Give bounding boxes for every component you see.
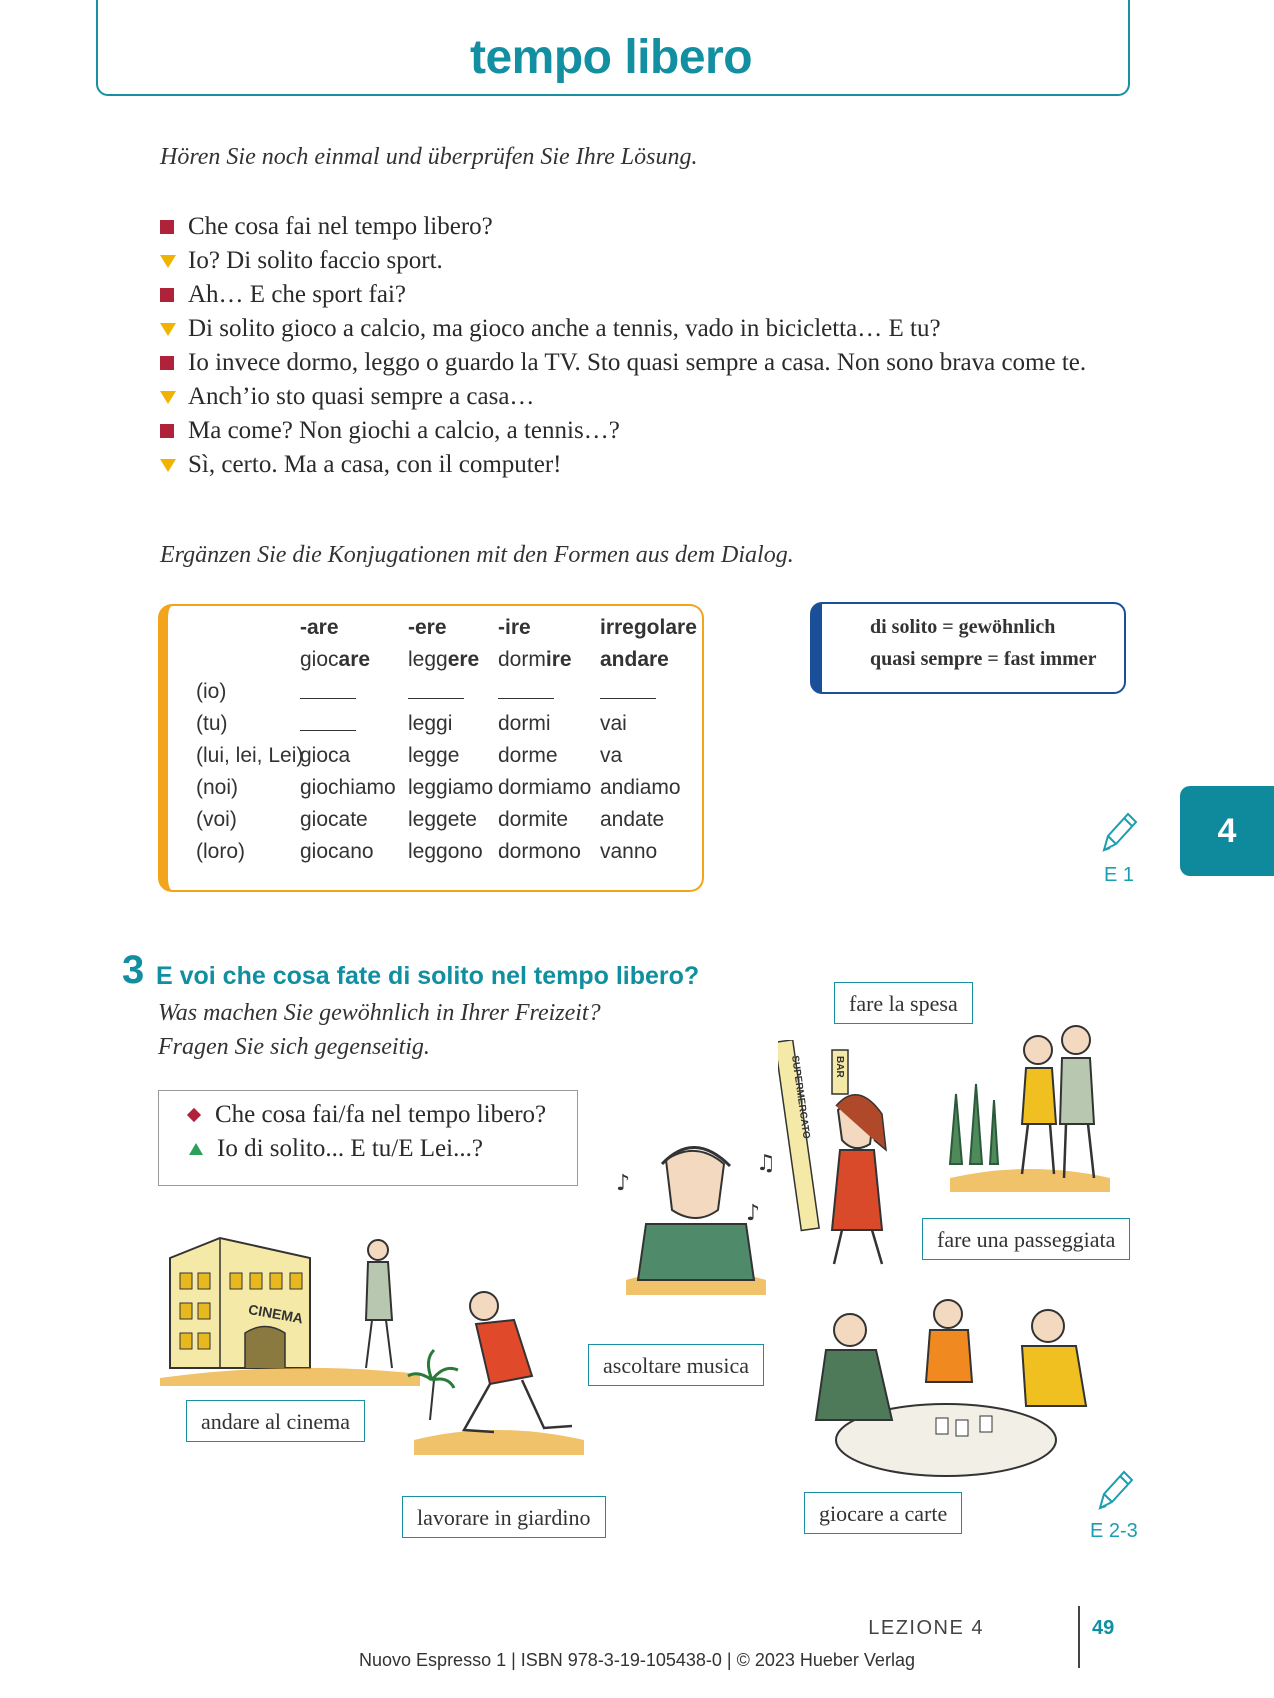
- conj-form: andiamo: [600, 776, 681, 799]
- conj-infinitive: leggere: [408, 648, 480, 671]
- dialog-text: Sì, certo. Ma a casa, con il computer!: [188, 451, 562, 478]
- conj-form: giocano: [300, 840, 374, 863]
- triangle-bullet-icon: [160, 391, 176, 404]
- dialog-line: [160, 448, 1086, 482]
- conj-infinitive: andare: [600, 648, 669, 671]
- dialog: [160, 210, 1086, 482]
- instruction-listen: Hören Sie noch einmal und überprüfen Sie Ihre Lösung.: [160, 144, 698, 170]
- dialog-text: Di solito gioco a calcio, ma gioco anche a tennis, vado in bicicletta… E tu?: [188, 315, 941, 342]
- conj-form: vai: [600, 712, 627, 735]
- music-illustration: [606, 1130, 786, 1300]
- conj-infinitive: dormire: [498, 648, 572, 671]
- dialog-text: Ah… E che sport fai?: [188, 281, 406, 308]
- conj-pronoun: (noi): [196, 776, 239, 799]
- section-subtitle-1: Was machen Sie gewöhnlich in Ihrer Freizeit?: [158, 1000, 601, 1026]
- dialog-text: Anch’io sto quasi sempre a casa…: [188, 383, 535, 410]
- dialog-text: Che cosa fai nel tempo libero?: [188, 213, 493, 240]
- phrase-box: [158, 1090, 578, 1186]
- dialog-line: [160, 414, 1086, 448]
- gardening-illustration: [404, 1280, 594, 1460]
- conj-form: giochiamo: [300, 776, 396, 799]
- dialog-line: [160, 210, 1086, 244]
- conj-form: legge: [408, 744, 460, 767]
- label-musica: ascoltare musica: [588, 1344, 764, 1386]
- conj-pronoun: (lui, lei, Lei): [196, 744, 304, 767]
- pencil-icon: [1096, 808, 1140, 858]
- svg-text:♫: ♫: [756, 1151, 776, 1176]
- label-giardino: lavorare in giardino: [402, 1496, 606, 1538]
- conj-blank-input[interactable]: [498, 680, 554, 705]
- conj-form: giocate: [300, 808, 368, 831]
- supermercato-sign: SUPERMERCATO: [789, 1054, 812, 1140]
- square-bullet-icon: [160, 288, 174, 302]
- dialog-line: [160, 278, 1086, 312]
- page-title: tempo libero: [469, 31, 753, 84]
- conj-form: va: [600, 744, 623, 767]
- pencil-icon: [1092, 1466, 1136, 1516]
- square-bullet-icon: [160, 424, 174, 438]
- cinema-illustration: [160, 1228, 420, 1388]
- page-number: 49: [1092, 1617, 1115, 1639]
- dialog-text: Ma come? Non giochi a calcio, a tennis…?: [188, 417, 620, 444]
- triangle-bullet-icon: [160, 255, 176, 268]
- label-cinema: andare al cinema: [186, 1400, 365, 1442]
- conj-pronoun: (io): [196, 680, 227, 703]
- conj-pronoun: (loro): [196, 840, 246, 863]
- conj-form: leggi: [408, 712, 453, 735]
- conj-form: dormiamo: [498, 776, 592, 799]
- instruction-conjugation: Ergänzen Sie die Konjugationen mit den Formen aus dem Dialog.: [160, 542, 794, 568]
- dialog-line: [160, 244, 1086, 278]
- label-passeggiata: fare una passeggiata: [922, 1218, 1130, 1260]
- exercise-ref-e1: E 1: [1104, 864, 1135, 886]
- chapter-tab[interactable]: 4: [1180, 786, 1274, 876]
- conj-blank-input[interactable]: [600, 680, 656, 705]
- cinema-sign: CINEMA: [247, 1301, 305, 1327]
- dialog-line: [160, 346, 1086, 380]
- conj-header: -ere: [408, 616, 447, 639]
- conj-form: dorme: [498, 744, 558, 767]
- svg-text:♪: ♪: [616, 1171, 631, 1196]
- svg-text:♪: ♪: [746, 1201, 761, 1226]
- conj-blank-input[interactable]: [408, 680, 464, 705]
- exercise-ref-e23: E 2-3: [1090, 1520, 1138, 1542]
- triangle-icon: [189, 1143, 203, 1155]
- label-carte: giocare a carte: [804, 1492, 962, 1534]
- label-spesa: fare la spesa: [834, 982, 973, 1024]
- footer-lesson: LEZIONE 4: [868, 1617, 984, 1639]
- square-bullet-icon: [160, 356, 174, 370]
- section-title: E voi che cosa fate di solito nel tempo libero?: [156, 962, 700, 990]
- conj-header: -ire: [498, 616, 531, 639]
- conj-form: leggete: [408, 808, 477, 831]
- conj-form: leggono: [408, 840, 483, 863]
- conj-form: dormite: [498, 808, 569, 831]
- note-line-1: di solito = gewöhnlich: [870, 616, 1056, 638]
- conj-form: vanno: [600, 840, 658, 863]
- footer-isbn: Nuovo Espresso 1 | ISBN 978-3-19-105438-0 | © 2023 Hueber Verlag: [359, 1650, 915, 1670]
- conj-header: irregolare: [600, 616, 697, 639]
- conj-form: gioca: [300, 744, 351, 767]
- square-bullet-icon: [160, 220, 174, 234]
- conj-form: dormono: [498, 840, 581, 863]
- section-number: 3: [122, 948, 145, 992]
- walking-illustration: [930, 1014, 1120, 1194]
- conj-blank-input[interactable]: [300, 712, 356, 737]
- conj-pronoun: (voi): [196, 808, 237, 831]
- conj-form: dormi: [498, 712, 551, 735]
- triangle-bullet-icon: [160, 459, 176, 472]
- vocab-note: [810, 602, 1126, 694]
- dialog-text: Io invece dormo, leggo o guardo la TV. Sto quasi sempre a casa. Non sono brava come te.: [188, 349, 1087, 376]
- cards-illustration: [796, 1290, 1096, 1480]
- diamond-icon: [187, 1108, 201, 1122]
- triangle-bullet-icon: [160, 323, 176, 336]
- phrase-answer: Io di solito... E tu/E Lei...?: [189, 1135, 483, 1163]
- dialog-text: Io? Di solito faccio sport.: [188, 247, 443, 274]
- section-subtitle-2: Fragen Sie sich gegenseitig.: [158, 1034, 430, 1060]
- conj-blank-input[interactable]: [300, 680, 356, 705]
- shopping-illustration: [778, 1040, 908, 1270]
- conj-infinitive: giocare: [300, 648, 371, 671]
- note-line-2: quasi sempre = fast immer: [870, 648, 1097, 670]
- phrase-question: Che cosa fai/fa nel tempo libero?: [189, 1101, 546, 1129]
- conj-form: andate: [600, 808, 665, 831]
- conj-pronoun: (tu): [196, 712, 228, 735]
- bar-sign: BAR: [834, 1056, 845, 1078]
- dialog-line: [160, 380, 1086, 414]
- dialog-line: [160, 312, 1086, 346]
- conj-form: leggiamo: [408, 776, 494, 799]
- conj-header: -are: [300, 616, 339, 639]
